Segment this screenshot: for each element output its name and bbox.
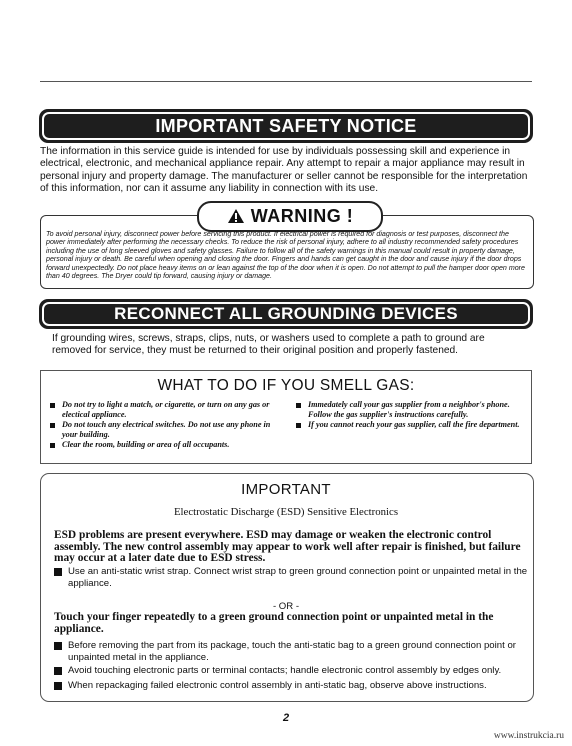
gas-item: Immedately call your gas supplier from a neighbor's phone. Follow the gas supplier's instructions carefully. <box>296 400 521 420</box>
bullet-square-icon <box>50 403 55 408</box>
warning-title: WARNING ! <box>250 206 354 226</box>
esd-subtitle: Electrostatic Discharge (ESD) Sensitive Electronics <box>173 506 399 518</box>
esd-warning-text: ESD problems are present everywhere. ESD may damage or weaken the electronic control assembly. The new control assembly may appear to work well after repair is finished, but failure may occur at a later date due to ESD stress. <box>54 529 521 565</box>
grounding-title: RECONNECT ALL GROUNDING DEVICES <box>114 304 458 323</box>
esd-bullet: Before removing the part from its package, touch the anti-static bag to a green ground connection point or unpainted metal in the appliance. <box>54 640 540 665</box>
top-rule <box>40 81 532 82</box>
safety-notice-banner <box>39 109 533 143</box>
or-separator: - OR - <box>272 601 300 612</box>
gas-left-list <box>50 400 275 450</box>
gas-right-list <box>296 400 521 430</box>
esd-bullet: Use an anti-static wrist strap. Connect wrist strap to green ground connection point or unpainted metal in the appliance. <box>54 566 540 591</box>
important-title: IMPORTANT <box>241 481 331 498</box>
grounding-banner <box>39 299 533 329</box>
bullet-square-icon <box>54 642 62 650</box>
warning-text: To avoid personal injury, disconnect power before servicing this product. If electrical power is required for diagnosis or test purposes, disconnect the power immediately after performing the necessary checks. To reduce the risk of personal injury, adhere to all industry recommended safety procedures including the use of long sleeved gloves and safety glasses. Failure to follow all of the safety warnings in this manual could result in property damage, personal injury or death. Be careful when opening and closing the door. Fingers and hands can get caught in the door and cause injury if the door drops forward unexpectedly. Do not place heavy items on or lean against the top of the door when it is open. Do not attempt to pull the hamper door open more than 40 degrees. The Dryer could tip forward, causing injury or damage. <box>46 230 525 281</box>
watermark: www.instrukcia.ru <box>493 731 564 741</box>
warning-triangle-icon <box>227 205 245 232</box>
warning-heading <box>197 201 383 232</box>
bullet-square-icon <box>296 403 301 408</box>
esd-bullet: When repackaging failed electronic control assembly in anti-static bag, observe above instructions. <box>54 680 540 692</box>
esd-bullet: Avoid touching electronic parts or terminal contacts; handle electronic control assembly by edges only. <box>54 665 540 677</box>
page-number: 2 <box>282 712 290 724</box>
bullet-square-icon <box>54 568 62 576</box>
gas-item: Do not touch any electrical switches. Do not use any phone in your building. <box>50 420 275 440</box>
grounding-text: If grounding wires, screws, straps, clips, nuts, or washers used to complete a path to ground are removed for service, they must be returned to their original position and properly fastened. <box>52 333 485 357</box>
gas-item: Clear the room, building or area of all occupants. <box>50 440 275 450</box>
bullet-square-icon <box>50 423 55 428</box>
safety-notice-text: The information in this service guide is intended for use by individuals possessing skill and experience in electrical, electronic, and mechanical appliance repair. Any attempt to repair a major appliance may result in personal injury and property damage. The manufacturer or seller cannot be responsible for the interpretation of this information, nor can it assume any liability in connection with its use. <box>40 146 528 195</box>
bullet-square-icon <box>54 667 62 675</box>
gas-title: WHAT TO DO IF YOU SMELL GAS: <box>157 377 415 394</box>
bullet-square-icon <box>296 423 301 428</box>
touch-instruction: Touch your finger repeatedly to a green ground connection point or unpainted metal in the appliance. <box>54 611 494 635</box>
bullet-square-icon <box>54 682 62 690</box>
gas-item: Do not try to light a match, or cigarette, or turn on any gas or electical appliance. <box>50 400 275 420</box>
gas-item: If you cannot reach your gas supplier, call the fire department. <box>296 420 521 430</box>
bullet-square-icon <box>50 443 55 448</box>
safety-notice-title: IMPORTANT SAFETY NOTICE <box>155 116 417 136</box>
